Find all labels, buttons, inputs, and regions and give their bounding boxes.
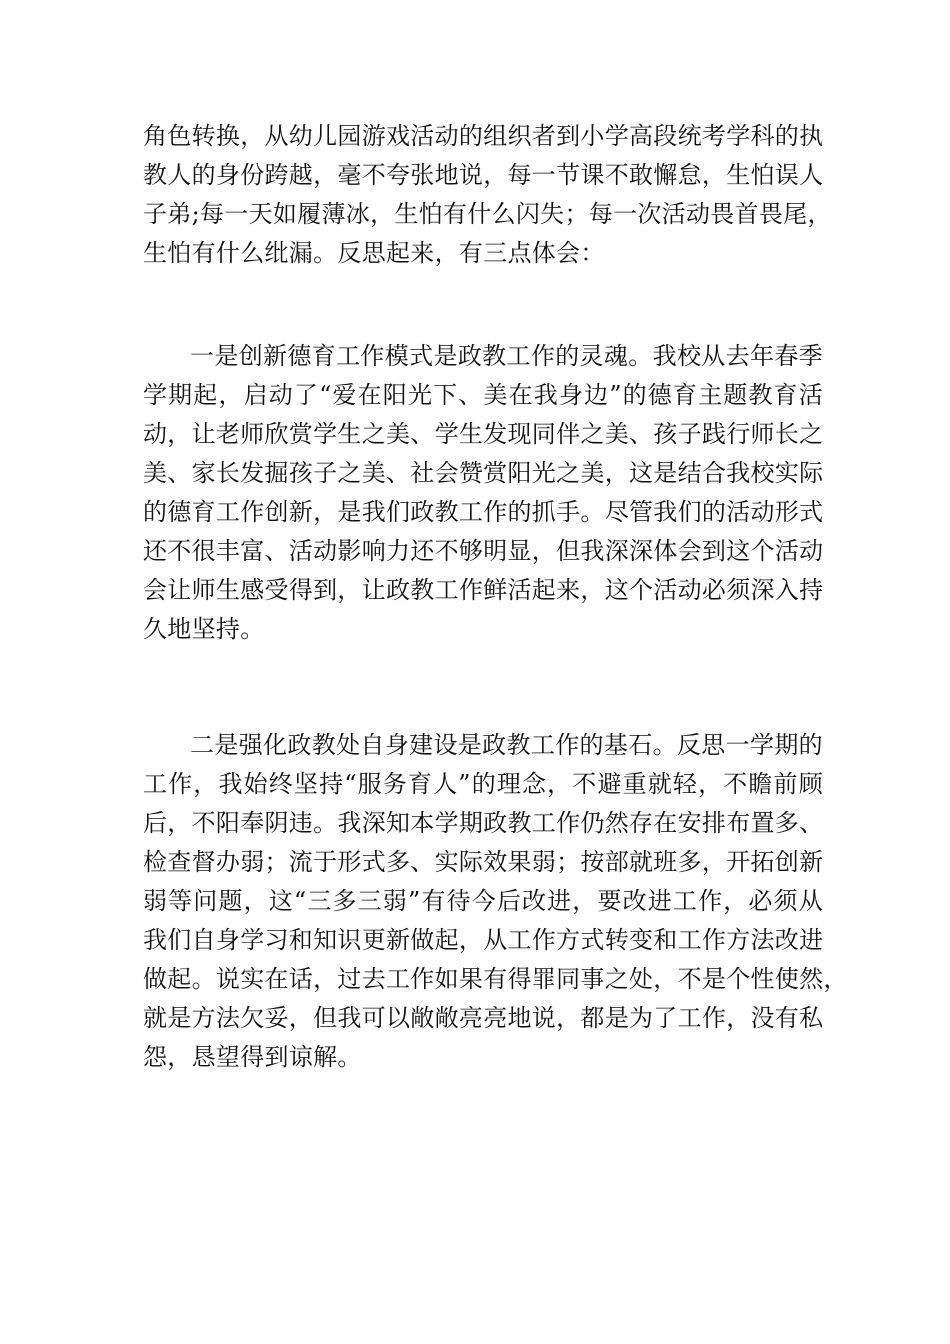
text-line: 还不很丰富、活动影响力还不够明显，但我深深体会到这个活动 [143,537,824,565]
text-line: 二是强化政教处自身建设是政教工作的基石。反思一学期的 [190,731,823,759]
text-line: 的德育工作创新，是我们政教工作的抓手。尽管我们的活动形式 [143,498,824,526]
text-line: 学期起，启动了“爱在阳光下、美在我身边”的德育主题教育活 [143,381,823,409]
paragraph-3 [143,726,848,1077]
text-line: 后，不阳奉阴违。我深知本学期政教工作仍然存在安排布置多、 [143,809,824,837]
text-line: 弱等问题，这“三多三弱”有待今后改进，要改进工作，必须从 [143,887,823,915]
text-line: 检查督办弱；流于形式多、实际效果弱；按部就班多，开拓创新 [143,848,824,876]
paragraph-1 [143,117,832,273]
text-line: 生怕有什么纰漏。反思起来，有三点体会： [143,239,605,267]
text-line: 角色转换，从幼儿园游戏活动的组织者到小学高段统考学科的执 [143,122,824,150]
text-line: 我们自身学习和知识更新做起，从工作方式转变和工作方法改进 [143,926,824,954]
text-line: 美、家长发掘孩子之美、社会赞赏阳光之美，这是结合我校实际 [143,459,824,487]
text-line: 子弟;每一天如履薄冰，生怕有什么闪失；每一次活动畏首畏尾， [143,200,832,228]
text-line: 久地坚持。 [143,615,265,643]
text-line: 就是方法欠妥，但我可以敞敞亮亮地说，都是为了工作，没有私 [143,1004,824,1032]
text-line: 会让师生感受得到，让政教工作鲜活起来，这个活动必须深入持 [143,576,824,604]
text-line: 怨，恳望得到谅解。 [143,1043,362,1071]
paragraph-2 [143,337,823,649]
text-line: 动，让老师欣赏学生之美、学生发现同伴之美、孩子践行师长之 [143,420,824,448]
text-line: 做起。说实在话，过去工作如果有得罪同事之处，不是个性使然， [143,965,848,993]
text-line: 工作，我始终坚持“服务育人”的理念，不避重就轻，不瞻前顾 [143,770,823,798]
text-line: 一是创新德育工作模式是政教工作的灵魂。我校从去年春季 [190,342,823,370]
text-line: 教人的身份跨越，毫不夸张地说，每一节课不敢懈怠，生怕误人 [143,161,824,189]
